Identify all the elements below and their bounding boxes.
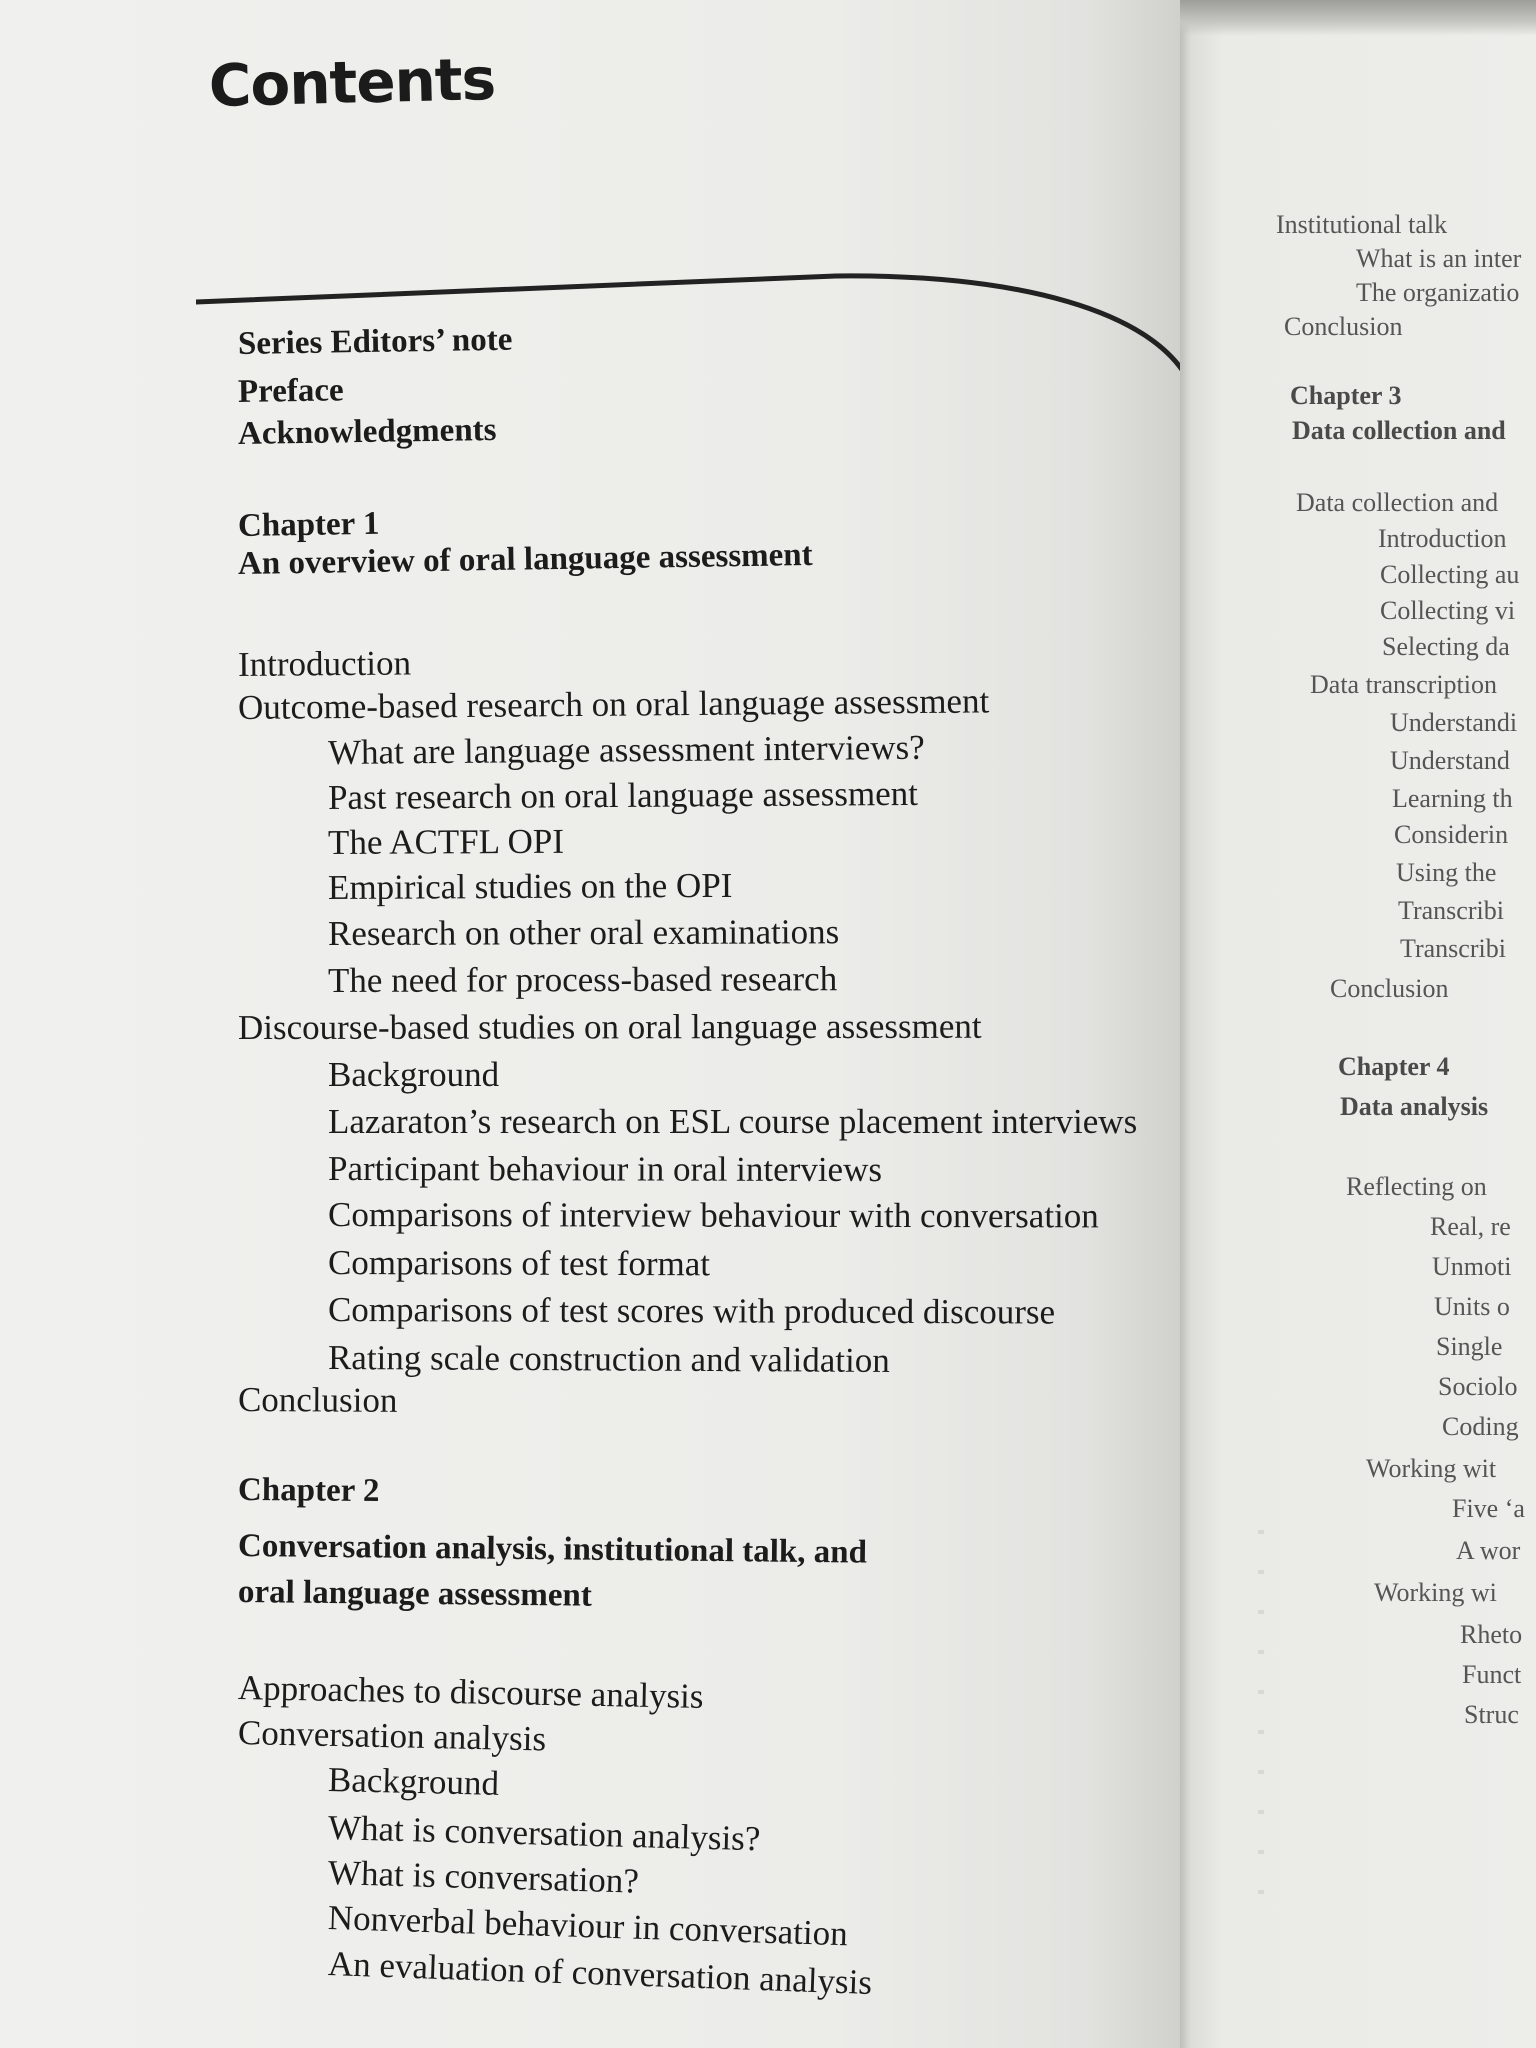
toc-subentry: Nonverbal behaviour in conversation bbox=[327, 1898, 849, 1954]
page-edge-marks bbox=[1258, 1530, 1264, 1910]
chapter-1-number: Chapter 1 bbox=[237, 505, 380, 544]
right-toc-subentry: Understandi bbox=[1390, 708, 1518, 737]
chapter-1-title: An overview of oral language assessment bbox=[237, 536, 813, 582]
toc-subentry: Lazaraton’s research on ESL course placement interviews bbox=[328, 1102, 1138, 1141]
right-toc-subentry: Collecting vi bbox=[1380, 596, 1516, 625]
right-toc-subentry: What is an inter bbox=[1356, 244, 1522, 273]
right-toc-subentry: Transcribi bbox=[1398, 896, 1504, 925]
right-toc-subentry: Understand bbox=[1390, 746, 1510, 775]
toc-subentry: The ACTFL OPI bbox=[327, 821, 565, 862]
right-toc-subentry: Transcribi bbox=[1400, 934, 1506, 963]
toc-subentry: The need for process-based research bbox=[327, 959, 838, 1000]
right-toc-subentry: Unmoti bbox=[1432, 1252, 1512, 1281]
chapter-2-title-line2: oral language assessment bbox=[237, 1574, 593, 1614]
right-toc-subentry: Considerin bbox=[1394, 820, 1509, 849]
toc-subentry: Participant behaviour in oral interviews bbox=[327, 1149, 883, 1189]
right-toc-entry: Reflecting on bbox=[1346, 1172, 1487, 1201]
toc-subentry: What are language assessment interviews? bbox=[327, 727, 925, 772]
right-toc-subentry: Rheto bbox=[1460, 1620, 1523, 1649]
right-toc-entry: Institutional talk bbox=[1276, 210, 1448, 239]
toc-entry: Discourse-based studies on oral language assessment bbox=[237, 1006, 982, 1047]
right-page bbox=[1180, 0, 1536, 2048]
right-toc-subentry: Using the bbox=[1396, 858, 1497, 887]
right-toc-entry: Conclusion bbox=[1330, 974, 1449, 1003]
toc-subentry: Comparisons of test format bbox=[327, 1243, 711, 1284]
toc-entry: Approaches to discourse analysis bbox=[237, 1668, 704, 1716]
right-toc-subentry: A wor bbox=[1456, 1536, 1521, 1565]
right-toc-subentry: Single bbox=[1436, 1332, 1503, 1361]
right-toc-subentry: Introduction bbox=[1378, 524, 1507, 553]
right-toc-subentry: Units o bbox=[1434, 1292, 1510, 1321]
toc-subentry: What is conversation analysis? bbox=[327, 1808, 761, 1859]
right-chapter-3-title: Data collection and bbox=[1292, 416, 1506, 445]
toc-subentry: Background bbox=[327, 1760, 500, 1803]
right-toc-entry: Working wit bbox=[1366, 1454, 1497, 1483]
right-toc-subentry: Collecting au bbox=[1380, 560, 1520, 589]
toc-subentry: Comparisons of test scores with produced discourse bbox=[327, 1290, 1056, 1332]
toc-entry: Conversation analysis bbox=[237, 1713, 547, 1759]
toc-entry: Conclusion bbox=[237, 1380, 398, 1420]
right-toc-subentry: Funct bbox=[1462, 1660, 1522, 1689]
right-toc-subentry: Learning th bbox=[1392, 784, 1513, 813]
toc-subentry: Background bbox=[328, 1055, 500, 1094]
right-toc-subentry: Selecting da bbox=[1382, 632, 1510, 661]
right-toc-entry: Working wi bbox=[1374, 1578, 1497, 1607]
toc-entry: Outcome-based research on oral language assessment bbox=[237, 681, 990, 727]
toc-subentry: Research on other oral examinations bbox=[327, 912, 840, 953]
toc-acknowledgments: Acknowledgments bbox=[237, 411, 497, 452]
toc-series-editors-note: Series Editors’ note bbox=[237, 321, 513, 362]
toc-subentry: Rating scale construction and validation bbox=[327, 1338, 890, 1380]
toc-preface: Preface bbox=[237, 372, 344, 410]
contents-heading: Contents bbox=[208, 45, 496, 120]
toc-subentry: Comparisons of interview behaviour with conversation bbox=[327, 1195, 1099, 1236]
page-top-shadow bbox=[1180, 0, 1536, 36]
toc-subentry: An evaluation of conversation analysis bbox=[327, 1944, 873, 2002]
toc-subentry: What is conversation? bbox=[327, 1853, 640, 1901]
right-toc-subentry: Struc bbox=[1464, 1700, 1519, 1729]
chapter-2-number: Chapter 2 bbox=[237, 1472, 380, 1509]
toc-subentry: Past research on oral language assessment bbox=[327, 773, 919, 817]
right-toc-entry: Data transcription bbox=[1310, 670, 1497, 699]
right-toc-entry: Data collection and bbox=[1296, 488, 1499, 517]
chapter-2-title-line1: Conversation analysis, institutional talk, and bbox=[237, 1528, 868, 1571]
right-chapter-3-number: Chapter 3 bbox=[1290, 381, 1402, 410]
toc-subentry: Empirical studies on the OPI bbox=[327, 865, 733, 907]
right-toc-subentry: The organizatio bbox=[1356, 278, 1520, 307]
toc-entry: Introduction bbox=[237, 643, 412, 684]
right-toc-subentry: Real, re bbox=[1430, 1212, 1511, 1241]
right-toc-subentry: Sociolo bbox=[1438, 1372, 1518, 1401]
right-toc-subentry: Five ‘a bbox=[1452, 1494, 1525, 1523]
right-chapter-4-title: Data analysis bbox=[1340, 1092, 1489, 1121]
right-chapter-4-number: Chapter 4 bbox=[1338, 1052, 1450, 1081]
right-toc-entry: Conclusion bbox=[1284, 312, 1403, 341]
right-toc-subentry: Coding bbox=[1442, 1412, 1519, 1441]
